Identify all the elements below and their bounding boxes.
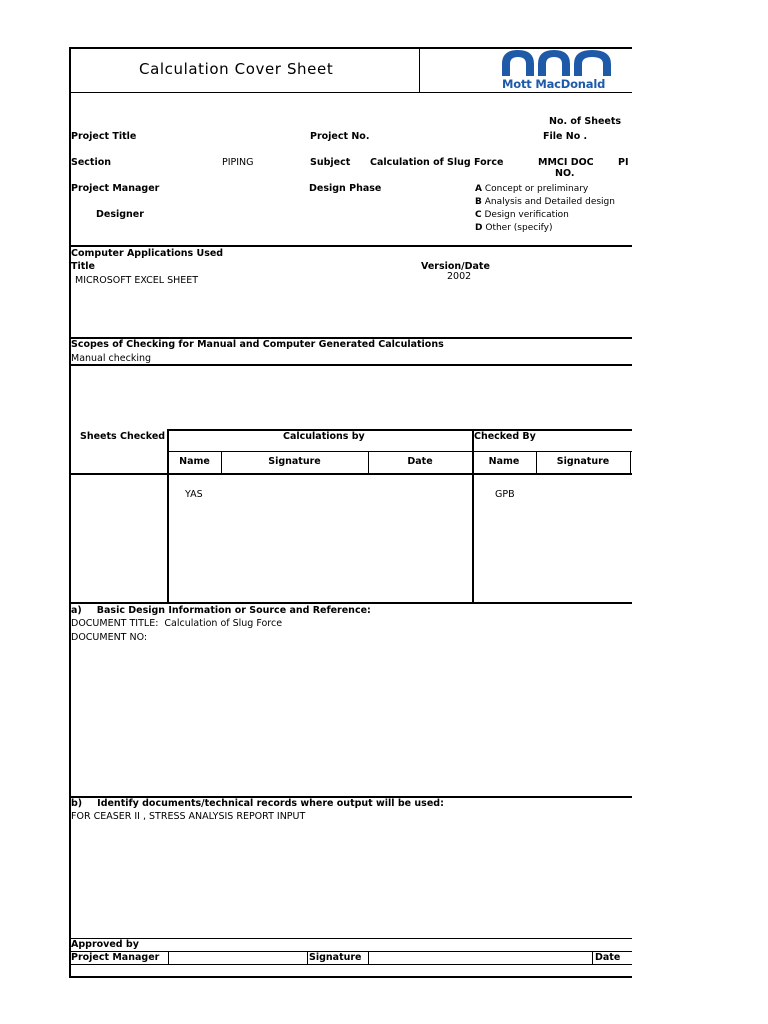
designer-label: Designer [96, 209, 144, 220]
approval-divider-2 [307, 951, 308, 964]
calculations-by-header: Calculations by [283, 431, 365, 442]
section-a-heading: a) Basic Design Information or Source and Reference: [71, 605, 371, 616]
calculated-by-name: YAS [185, 489, 203, 500]
header-bottom-rule [69, 92, 632, 93]
page-title: Calculation Cover Sheet [139, 60, 334, 78]
apps-title-value: MICROSOFT EXCEL SHEET [75, 275, 199, 286]
subject-value: Calculation of Slug Force [370, 157, 504, 168]
mmci-doc-label: MMCI DOC [538, 157, 594, 168]
mmci-doc-no-label: NO. [555, 168, 575, 179]
approval-date-label: Date [595, 952, 621, 963]
approval-signature-label: Signature [309, 952, 362, 963]
approval-divider-1 [168, 951, 169, 964]
table-header-bottom-rule [69, 473, 632, 475]
version-date-label: Version/Date [421, 261, 490, 272]
mott-macdonald-logo-icon [500, 48, 618, 76]
project-no-label: Project No. [310, 131, 370, 142]
design-phase-option: B Analysis and Detailed design [475, 197, 615, 207]
design-phase-label: Design Phase [309, 183, 382, 194]
company-logo [500, 48, 618, 92]
document-no-label: DOCUMENT NO: [71, 632, 148, 643]
design-phase-option: C Design verification [475, 210, 569, 220]
approval-project-manager-label: Project Manager [71, 952, 160, 963]
scopes-rule [69, 364, 632, 366]
calc-signature-header: Signature [268, 456, 321, 467]
info-bottom-rule [69, 245, 632, 247]
frame-bottom-border [69, 976, 632, 978]
computer-apps-heading: Computer Applications Used [71, 248, 224, 259]
section-b-value: FOR CEASER II , STRESS ANALYSIS REPORT INPUT [71, 811, 306, 822]
section-label: Section [71, 157, 112, 168]
calc-name-header: Name [179, 456, 210, 467]
checked-by-header: Checked By [474, 431, 536, 442]
apps-title-label: Title [71, 261, 95, 272]
project-title-label: Project Title [71, 131, 137, 142]
approval-row-bottom-rule [69, 964, 632, 965]
scopes-heading: Scopes of Checking for Manual and Computer Generated Calculations [71, 339, 444, 350]
table-right-edge [630, 451, 631, 473]
table-subheader-rule [168, 451, 632, 452]
approval-divider-3 [368, 951, 369, 964]
document-title-line: DOCUMENT TITLE: Calculation of Slug Force [71, 618, 283, 629]
header-divider [419, 47, 420, 92]
check-name-header: Name [488, 456, 520, 467]
design-phase-option: D Other (specify) [475, 223, 553, 233]
sheets-checked-header: Sheets Checked [80, 431, 166, 442]
approval-divider-4 [592, 951, 593, 964]
project-manager-label: Project Manager [71, 183, 160, 194]
company-logo-text: Mott MacDonald [502, 77, 606, 91]
no-of-sheets-label: No. of Sheets [549, 116, 622, 127]
design-phase-list [475, 183, 615, 235]
check-signature-header: Signature [556, 456, 610, 467]
section-b-bottom-rule [69, 938, 632, 939]
scopes-value: Manual checking [71, 353, 152, 364]
checked-by-name: GPB [495, 489, 515, 500]
calc-date-header: Date [407, 456, 433, 467]
version-date-value: 2002 [447, 271, 472, 282]
approved-by-label: Approved by [71, 939, 139, 950]
table-bottom-rule [69, 602, 632, 604]
section-value: PIPING [222, 157, 254, 168]
file-no-label: File No . [543, 131, 588, 142]
table-top-rule [168, 429, 632, 431]
section-b-heading: b) Identify documents/technical records where output will be used: [71, 798, 444, 809]
design-phase-option: A Concept or preliminary [475, 184, 589, 194]
subject-label: Subject [310, 157, 351, 168]
mmci-doc-value: PI [618, 157, 629, 168]
